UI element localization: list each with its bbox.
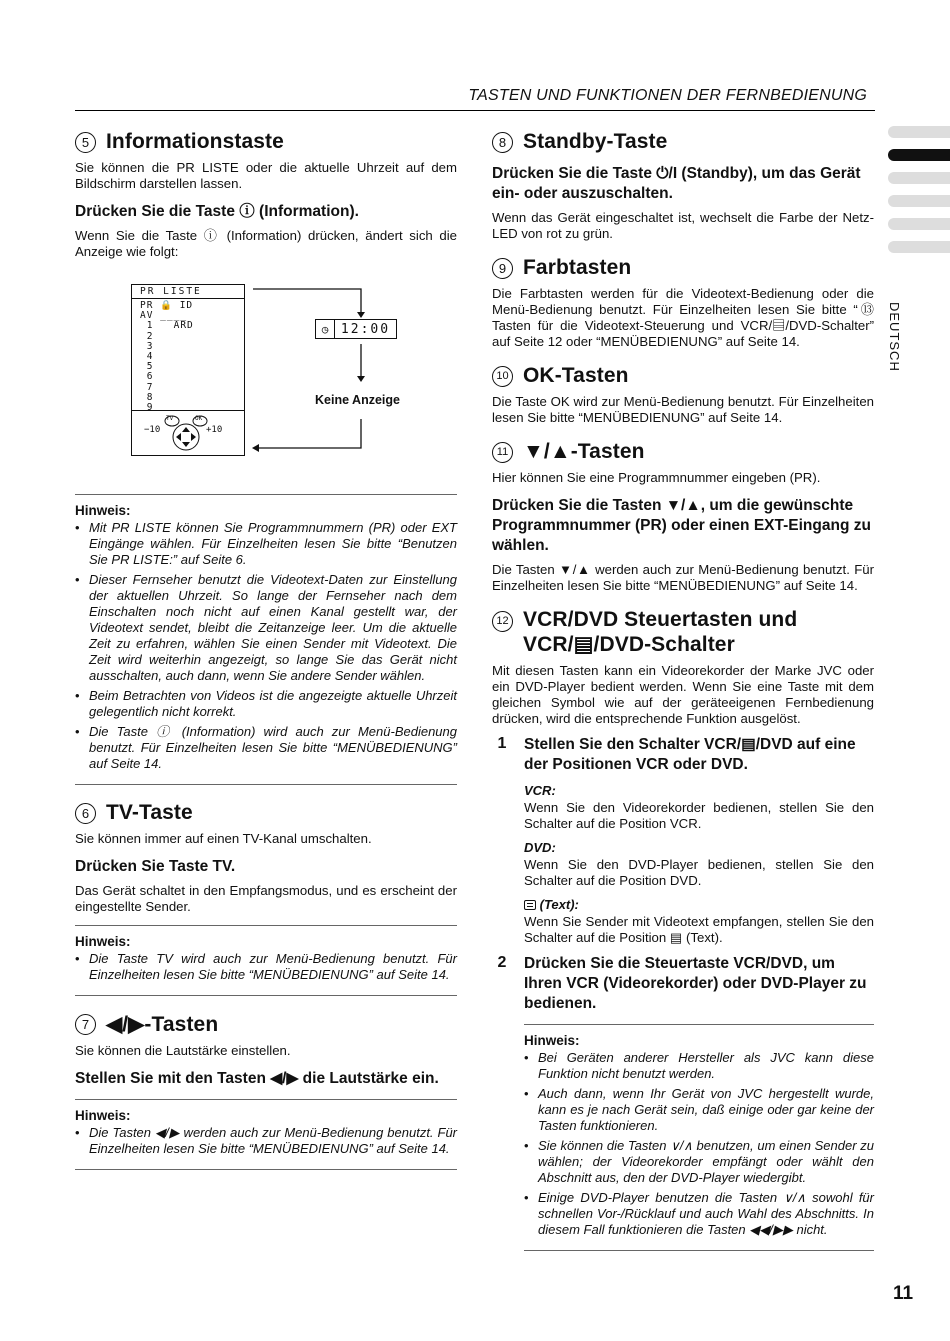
- hint-box: [524, 1024, 874, 1251]
- dvd-label: DVD:: [524, 840, 556, 855]
- hint-box: [75, 494, 457, 785]
- dvd-text: Wenn Sie den DVD-Player bedienen, stellen Sie den Schalter auf die Position DVD.: [524, 857, 874, 888]
- hint-item: • Die Taste ⓘ (Information) wird auch zur Menü-Bedienung benutzt. Für Einzelheiten lesen Sie bitte “MENÜBEDIENUNG” auf Seite 14.: [75, 724, 457, 772]
- instruction: Drücken Sie die Taste ⏻/I (Standby), um das Gerät ein- oder auszuschalten.: [492, 165, 861, 202]
- clock-icon: ◷: [316, 320, 335, 338]
- section-tabs: [888, 126, 950, 264]
- hint-item: • Einige DVD-Player benutzen die Tasten ∨/∧ sowohl für schnellen Vor-/Rücklauf und auch Wahl des Abschnitts. In diesem Fall funktionieren die Tasten ◀◀/▶▶ nicht.: [524, 1190, 874, 1238]
- nav-tv-label: TV: [166, 415, 174, 422]
- display-diagram: [75, 274, 457, 484]
- hint-item: • Auch dann, wenn Ihr Gerät von JVC hergestellt wurde, kann es je nach Gerät sein, daß einige oder gar keine der Tasten funktionieren.: [524, 1086, 874, 1134]
- hint-title: Hinweis:: [524, 1033, 580, 1048]
- hint-item: • Die Taste TV wird auch zur Menü-Bedienung benutzt. Für Einzelheiten lesen Sie bitte “MENÜBEDIENUNG” auf Seite 14.: [75, 951, 457, 983]
- text-mode-label-row: [524, 897, 874, 912]
- pr-line: 4: [140, 351, 154, 363]
- pr-line: 8: [140, 391, 154, 403]
- hint-item: • Bei Geräten anderer Hersteller als JVC kann diese Funktion nicht benutzt werden.: [524, 1050, 874, 1082]
- hint-item: • Beim Betrachten von Videos ist die angezeigte aktuelle Uhrzeit gelegentlich nicht korrekt.: [75, 688, 457, 720]
- instruction: Drücken Sie die Tasten ▼/▲, um die gewünschte Programmnummer (PR) oder einen EXT-Eingang zu wählen.: [492, 497, 871, 554]
- description: Das Gerät schaltet in den Empfangsmodus, und es erscheint der eingestellte Sender.: [75, 883, 457, 914]
- tab-marker: [888, 195, 950, 207]
- instruction: Drücken Sie Taste TV.: [75, 858, 236, 875]
- section-intro: Sie können die PR LISTE oder die aktuelle Uhrzeit auf dem Bildschirm darstellen lassen.: [75, 160, 457, 191]
- section-information: [75, 130, 457, 785]
- step-text: Drücken Sie die Steuertaste VCR/DVD, um Ihren VCR (Videorekorder) oder DVD-Player zu bedienen.: [524, 955, 867, 1012]
- pr-line: 6: [140, 371, 154, 383]
- clock-display: [315, 319, 397, 339]
- pr-line: 7: [140, 381, 154, 393]
- hint-box: [75, 1099, 457, 1170]
- section-title: Informationstaste: [106, 130, 284, 153]
- section-number: 6: [75, 803, 96, 824]
- pr-line: AV ____: [140, 310, 188, 322]
- section-title: ▼/▲-Tasten: [523, 440, 645, 463]
- description: Die Taste OK wird zur Menü-Bedienung benutzt. Für Einzelheiten lesen Sie bitte “MENÜBEDIENUNG” auf Seite 14.: [492, 394, 874, 425]
- hint-item: • Die Tasten ◀/▶ werden auch zur Menü-Bedienung benutzt. Für Einzelheiten lesen Sie bitte “MENÜBEDIENUNG” auf Seite 14.: [75, 1125, 457, 1157]
- section-number: 8: [492, 132, 513, 153]
- pr-line: 9: [140, 402, 154, 414]
- step-1-details: [524, 783, 874, 946]
- nav-minus-label: −10: [144, 425, 161, 435]
- right-column: [492, 130, 874, 1267]
- section-title-line2: VCR/▤/DVD-Schalter: [523, 633, 735, 656]
- section-title-line1: VCR/DVD Steuertasten und: [523, 608, 798, 631]
- section-number: 10: [492, 366, 513, 387]
- section-intro: Sie können immer auf einen TV-Kanal umschalten.: [75, 831, 372, 846]
- section-title: Farbtasten: [523, 256, 632, 279]
- section-title: OK-Tasten: [523, 364, 629, 387]
- vcr-label: VCR:: [524, 783, 556, 798]
- hint-title: Hinweis:: [75, 503, 131, 518]
- section-color-buttons: [492, 256, 874, 350]
- pr-list-header: PR LISTE: [132, 285, 244, 299]
- section-title: Standby-Taste: [523, 130, 668, 153]
- hint-title: Hinweis:: [75, 934, 131, 949]
- description: Wenn das Gerät eingeschaltet ist, wechselt die Farbe der Netz-LED von rot zu grün.: [492, 210, 874, 241]
- hint-title: Hinweis:: [75, 1108, 131, 1123]
- nav-plus-label: +10: [206, 425, 223, 435]
- text-mode-text: Wenn Sie Sender mit Videotext empfangen, stellen Sie den Schalter auf die Position ▤ (Text).: [524, 914, 874, 945]
- no-display-label: Keine Anzeige: [315, 393, 400, 407]
- step-number: 2: [497, 954, 507, 971]
- section-title: TV-Taste: [106, 801, 193, 824]
- tab-marker: [888, 126, 950, 138]
- pr-line: 5: [140, 361, 154, 373]
- description: Die Farbtasten werden für die Videotext-Bedienung oder die Menü-Bedienung benutzt. Für Einzelheiten lesen Sie bitte “⑬ Tasten für die Videotext-Steuerung und VCR/▤/DVD-Schalter” auf Seite 12 oder “MENÜBEDIENUNG” auf Seite 14.: [492, 286, 874, 349]
- step-text: Stellen Sie den Schalter VCR/▤/DVD auf eine der Positionen VCR oder DVD.: [524, 736, 856, 773]
- section-tv-button: [75, 801, 457, 996]
- pr-line: 2: [140, 330, 154, 342]
- section-number: 12: [492, 611, 513, 632]
- section-vcr-dvd: [492, 608, 874, 1251]
- section-channel-buttons: [492, 440, 874, 594]
- hint-item: • Dieser Fernseher benutzt die Videotext-Daten zur Einstellung der aktuellen Uhrzeit. So lange der Fernseher nach dem Einschalten noch nicht auf einen Kanal gestellt war, der Videotext sendet, bleibt die Zeitanzeige leer. Um die aktuelle Zeit zu erfahren, wählen Sie einen Sender mit Videotext. Die Zeit wird weiterhin angezeigt, so lange Sie das Gerät nicht ausschalten, auch dann, wenn Sie andere Sender wählen.: [75, 572, 457, 684]
- tab-marker-active: [888, 149, 950, 161]
- page-number: 11: [893, 1283, 914, 1304]
- instruction: Stellen Sie mit den Tasten ◀/▶ die Lautstärke ein.: [75, 1070, 439, 1087]
- step-1: [492, 735, 874, 775]
- section-standby: [492, 130, 874, 242]
- vcr-text: Wenn Sie den Videorekorder bedienen, stellen Sie den Schalter auf die Position VCR.: [524, 800, 874, 831]
- section-title: ◀/▶-Tasten: [106, 1013, 219, 1036]
- section-number: 7: [75, 1014, 96, 1035]
- pr-line: PR 🔒 ID: [140, 300, 194, 311]
- hint-box: [75, 925, 457, 996]
- instruction: Drücken Sie die Taste ⓘ (Information).: [75, 203, 359, 220]
- teletext-icon: [524, 900, 536, 910]
- description: Wenn Sie die Taste ⓘ (Information) drücken, ändert sich die Anzeige wie folgt:: [75, 228, 457, 259]
- section-number: 5: [75, 132, 96, 153]
- side-language-label: DEUTSCH: [887, 302, 902, 372]
- pr-line: 1 ARD: [140, 320, 194, 332]
- tab-marker: [888, 172, 950, 184]
- page-header: [75, 86, 875, 111]
- nav-ok-label: OK: [195, 415, 203, 422]
- step-number: 1: [497, 735, 507, 752]
- left-column: [75, 130, 457, 1186]
- tab-marker: [888, 218, 950, 230]
- section-volume-buttons: [75, 1012, 457, 1170]
- section-ok-button: [492, 364, 874, 426]
- section-intro: Sie können die Lautstärke einstellen.: [75, 1043, 291, 1058]
- text-mode-label: (Text):: [539, 897, 579, 912]
- description: Die Tasten ▼/▲ werden auch zur Menü-Bedienung benutzt. Für Einzelheiten lesen Sie bitte “MENÜBEDIENUNG” auf Seite 14.: [492, 562, 874, 593]
- hint-item: • Mit PR LISTE können Sie Programmnummern (PR) oder EXT Eingänge wählen. Für Einzelheiten lesen Sie bitte “Benutzen Sie PR LISTE:” auf Seite 6.: [75, 520, 457, 568]
- section-intro: Mit diesen Tasten kann ein Videorekorder der Marke JVC oder ein DVD-Player bedient werden. Wenn Sie eine Taste mit dem gleichen Symbol wie auf der geräteeigenen Fernbedienung drücken, wird die entsprechende Funktion ausgelöst.: [492, 663, 874, 726]
- hint-item: • Sie können die Tasten ∨/∧ benutzen, um einen Sender zu wählen; der Videorekorder empfängt oder wählt den Abschnitt aus, den der DVD-Player wiedergibt.: [524, 1138, 874, 1186]
- tab-marker: [888, 241, 950, 253]
- section-number: 11: [492, 442, 513, 463]
- step-2: [492, 954, 874, 1014]
- header-title: TASTEN UND FUNKTIONEN DER FERNBEDIENUNG: [468, 87, 867, 104]
- section-number: 9: [492, 258, 513, 279]
- section-intro: Hier können Sie eine Programmnummer eingeben (PR).: [492, 470, 821, 485]
- pr-line: 3: [140, 340, 154, 352]
- flow-arrows: [75, 274, 457, 484]
- clock-time: 12:00: [340, 321, 391, 337]
